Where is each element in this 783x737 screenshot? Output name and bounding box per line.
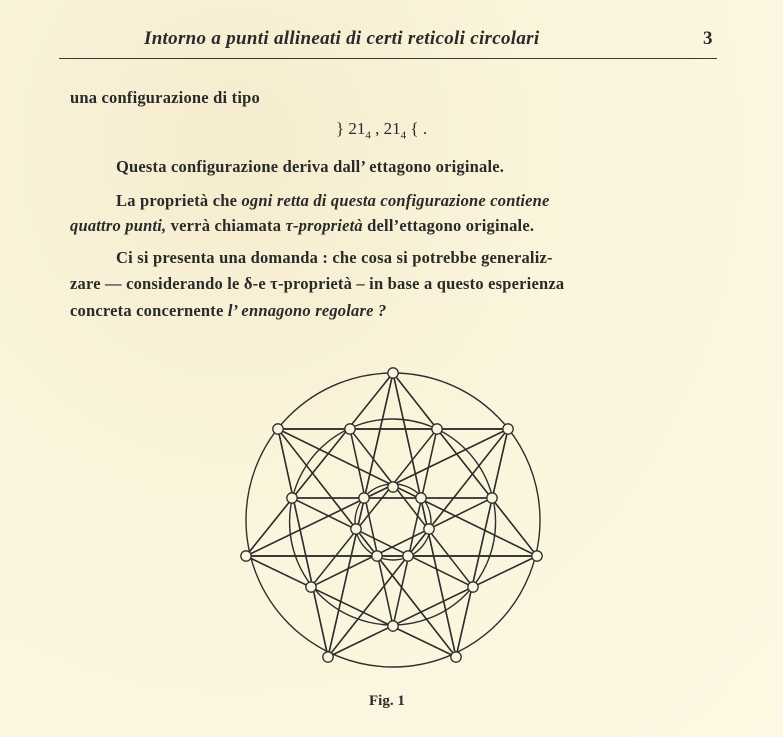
figure-node	[241, 551, 251, 561]
figure-node	[372, 551, 382, 561]
paragraph-3-line-1: Ci si presenta una domanda : che cosa si potrebbe generaliz-	[116, 248, 553, 267]
figure-node	[345, 424, 355, 434]
figure-node	[359, 493, 369, 503]
figure-node	[468, 582, 478, 592]
figure-node	[432, 424, 442, 434]
figure-node	[403, 551, 413, 561]
figure-node	[424, 524, 434, 534]
figure-node	[388, 621, 398, 631]
paragraph-3-line-2: zare — considerando le δ-e τ-proprietà – in base a questo esperienza	[70, 274, 565, 293]
figure-node	[323, 652, 333, 662]
paragraph-1: Questa configurazione deriva dall’ ettagono originale.	[116, 157, 505, 176]
figure-node	[287, 493, 297, 503]
page-number: 3	[703, 28, 713, 49]
italic-text: τ-proprietà	[285, 216, 363, 235]
formula-part: } 21	[336, 119, 366, 138]
figure-node	[388, 482, 398, 492]
italic-text: l’ ennagono regolare ?	[227, 301, 387, 320]
figure-node	[503, 424, 513, 434]
figure-node	[388, 368, 398, 378]
running-title: Intorno a punti allineati di certi reticoli circolari	[144, 28, 540, 49]
italic-text: quattro punti,	[70, 216, 167, 235]
figure-node	[351, 524, 361, 534]
figure-caption: Fig. 1	[369, 693, 405, 709]
text: concreta concernente	[70, 301, 228, 320]
text: La proprietà che	[116, 191, 242, 210]
text: dell’ettagono originale.	[362, 216, 535, 235]
formula-part: , 21	[370, 119, 401, 138]
figure-node	[416, 493, 426, 503]
formula-part: { .	[406, 119, 428, 138]
formula-subscript: 4	[400, 129, 407, 142]
figure-node	[306, 582, 316, 592]
formula-subscript: 4	[365, 129, 371, 142]
figure-node	[273, 424, 283, 434]
figure-node	[532, 551, 542, 561]
figure-node	[451, 652, 461, 662]
text: verrà chiamata	[166, 216, 286, 235]
figure-node	[487, 493, 497, 503]
italic-text: ogni retta di questa configurazione contiene	[241, 191, 550, 210]
text-line-1: una configurazione di tipo	[70, 88, 260, 107]
